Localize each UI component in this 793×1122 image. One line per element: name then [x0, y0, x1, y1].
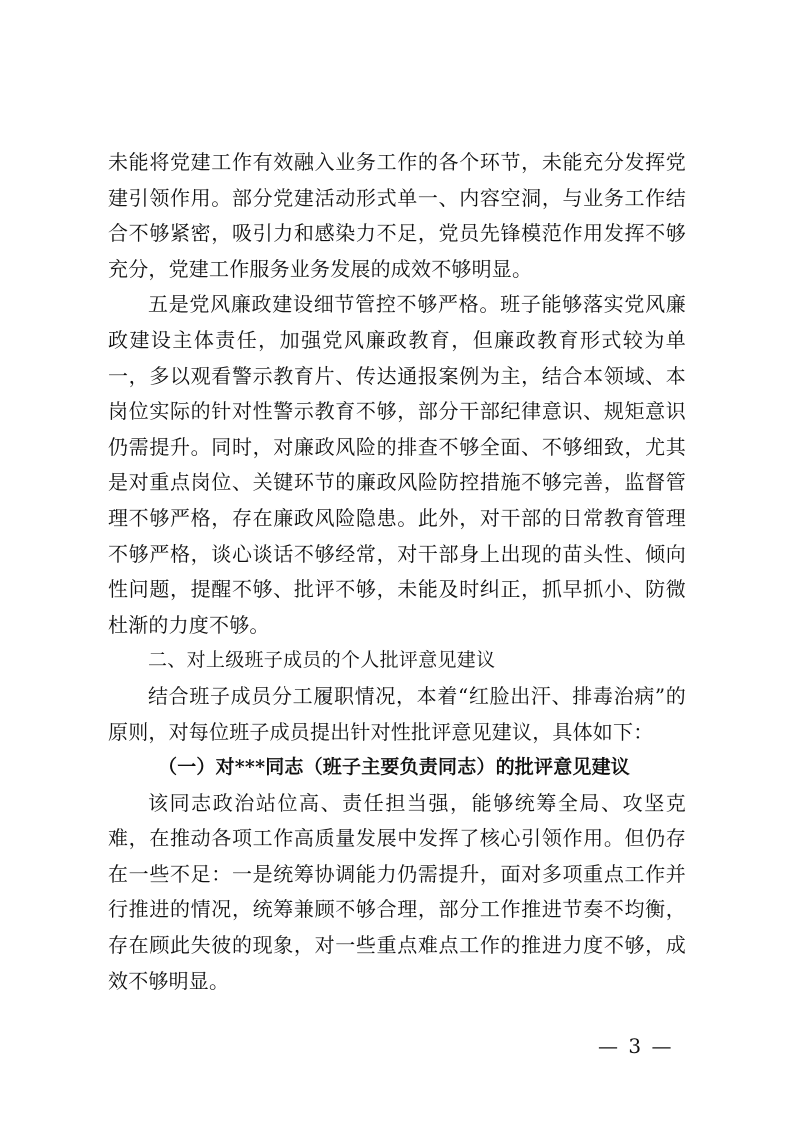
section-heading-personal-criticism: 二、对上级班子成员的个人批评意见建议: [148, 649, 496, 672]
subsection-heading-principal-leader: （一）对***同志（班子主要负责同志）的批评意见建议: [158, 756, 631, 779]
page-number: — 3 —: [598, 1034, 674, 1058]
paragraph-criticism-principle: 结合班子成员分工履职情况，本着“红脸出汗、排毒治病”的原则，对每位班子成员提出针对性批评意见建议，具体如下：: [108, 683, 686, 744]
document-body: [108, 145, 686, 999]
paragraph-principal-leader-evaluation: 该同志政治站位高、责任担当强，能够统筹全局、攻坚克难，在推动各项工作高质量发展中发挥了核心引领作用。但仍存在一些不足：一是统筹协调能力仍需提升，面对多项重点工作并行推进的情况，统筹兼顾不够合理，部分工作推进节奏不均衡，存在顾此失彼的现象，对一些重点难点工作的推进力度不够，成效不够明显。: [108, 790, 686, 993]
paragraph-party-building-integration: 未能将党建工作有效融入业务工作的各个环节，未能充分发挥党建引领作用。部分党建活动形式单一、内容空洞，与业务工作结合不够紧密，吸引力和感染力不足，党员先锋模范作用发挥不够充分，党建工作服务业务发展的成效不够明显。: [108, 150, 686, 281]
paragraph-integrity-control: 五是党风廉政建设细节管控不够严格。班子能够落实党风廉政建设主体责任，加强党风廉政教育，但廉政教育形式较为单一，多以观看警示教育片、传达通报案例为主，结合本领域、本岗位实际的针对性警示教育不够，部分干部纪律意识、规矩意识仍需提升。同时，对廉政风险的排查不够全面、不够细致，尤其是对重点岗位、关键环节的廉政风险防控措施不够完善，监督管理不够严格，存在廉政风险隐患。此外，对干部的日常教育管理不够严格，谈心谈话不够经常，对干部身上出现的苗头性、倾向性问题，提醒不够、批评不够，未能及时纠正，抓早抓小、防微杜渐的力度不够。: [108, 292, 686, 637]
